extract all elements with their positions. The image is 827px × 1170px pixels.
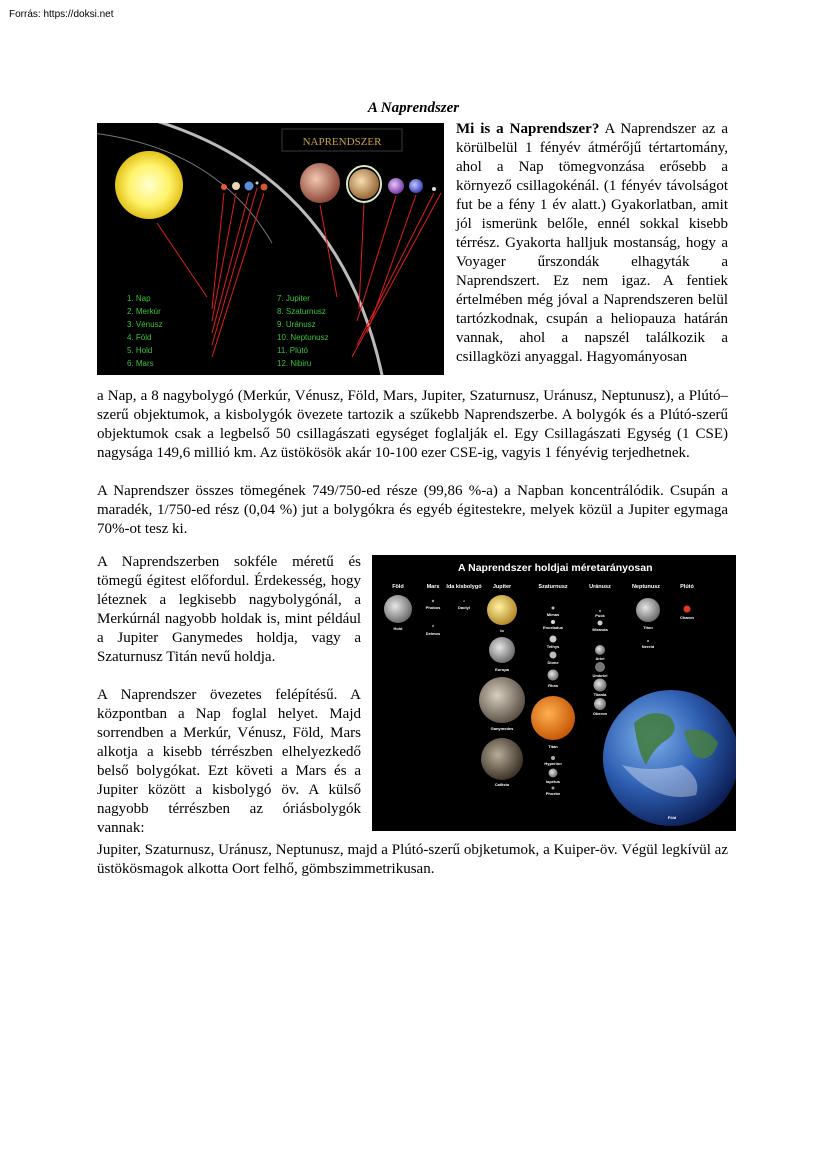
intro-paragraph — [456, 120, 728, 367]
planet-label: 1. Nap — [127, 294, 151, 303]
mass-paragraph: A Naprendszer összes tömegének 749/750-ed része (99,86 %-a) a Napban koncentrálódik. Csupán a maradék, 1/750-ed rész (0,04 %) jut a bolygókra és egyéb égitestekre, melyek közül a Jupiter egymaga 70%-ot tesz ki. — [97, 483, 728, 537]
column-label: Plútó — [680, 584, 694, 590]
intro-continuation: a Nap, a 8 nagybolygó (Merkúr, Vénusz, Föld, Mars, Jupiter, Szaturnusz, Uránusz, Neptunusz), a Plútó–szerű objektumok, a kisbolygók övezete tartozik a szűkebb Naprendszerbe. A bolygók és a Plútó-szerű objektumok csak a legbelső 50 csillagászati egységet foglalják el. Egy Csillagászati Egység (1 CSE) nagysága 149,6 millió km. Az üstökösök akár 10-100 ezer CSE-ig, vagyis 1 fényévig terjedhetnek. — [97, 388, 728, 461]
intro-text: A Naprendszer az a körülbelül 1 fényév átmérőjű tértartomány, ahol a Nap tömegvonzása erősebb a környező csillagokénál. (1 fényév távolságot fut be a fény 1 év alatt.) Gyakorlatban, amit jól ismerünk belőle, ennél sokkal kisebb térrész. Gyakorta halljuk mostanság, hogy a Voyager űrszondák elhagyták a Naprendszert. Ez nem igaz. A fentiek értelmében még jóval a Naprendszeren belül tartózkodnak, csupán a heliopauza határán vannak, ahol a napszél találkozik a csillagközi anyaggal. Hagyományosan — [456, 121, 728, 365]
column-label: Neptunusz — [631, 584, 661, 590]
moon-label: Callisto — [494, 782, 510, 787]
tethys-icon — [550, 636, 557, 643]
earth-icon — [245, 182, 254, 191]
column-label: Föld — [392, 584, 404, 590]
bodies-paragraph: A Naprendszerben sokféle méretű és tömegű égitest előfordul. Érdekesség, hogy léteznek a legkisebb nagybolygónál, a Merkúrnál nagyobb holdak is, mint például a Jupiter Ganymedes holdja, vagy a Szaturnusz Titán nevű holdja. — [97, 554, 361, 665]
venus-icon — [232, 182, 240, 190]
moon-label: Umbriel — [592, 673, 608, 678]
neptune-icon — [409, 179, 423, 193]
earth-icon — [603, 690, 736, 826]
rhea-icon — [548, 670, 559, 681]
deimos-icon — [432, 625, 434, 627]
phoebe-icon — [552, 787, 555, 790]
mars-icon — [261, 184, 268, 191]
mimas-icon — [552, 607, 555, 610]
planet-label: 8. Szaturnusz — [277, 307, 326, 316]
planet-label: 10. Neptunusz — [277, 333, 329, 342]
moons-diagram — [372, 555, 736, 831]
column-label: Szaturnusz — [538, 584, 568, 590]
nereid-icon — [647, 640, 649, 642]
moon-label: Ganymedes — [490, 726, 514, 731]
phobos-icon — [432, 600, 434, 602]
column-label: Jupiter — [492, 584, 512, 590]
planet-list-left — [127, 292, 163, 370]
miranda-icon — [598, 621, 603, 626]
moon-label: Phobos — [425, 605, 441, 610]
ganymedes-icon — [479, 677, 525, 723]
moon-label: Dione — [547, 660, 559, 665]
io-icon — [487, 595, 517, 625]
moon-label: Mimas — [546, 612, 560, 617]
column-label: Mars — [426, 584, 440, 590]
moon-label: Titania — [593, 692, 607, 697]
europa-icon — [489, 637, 515, 663]
moon-label: Enceladus — [542, 625, 564, 630]
planet-label: 7. Jupiter — [277, 294, 310, 303]
callisto-icon — [481, 738, 523, 780]
enceladus-icon — [551, 620, 555, 624]
intro-lead: Mi is a Naprendszer? — [456, 121, 600, 137]
moon-icon — [256, 182, 259, 185]
planet-label: 3. Vénusz — [127, 320, 163, 329]
oberon-icon — [594, 698, 606, 710]
column-label: Uránusz — [589, 584, 611, 590]
diagram-heading: NAPRENDSZER — [302, 136, 382, 148]
iapetus-icon — [549, 769, 558, 778]
moon-label: Charon — [680, 615, 694, 620]
pluto-icon — [432, 187, 436, 191]
moon-label: Rhea — [548, 683, 558, 688]
moon-label: Puck — [595, 613, 605, 618]
solar-system-figure — [97, 123, 444, 375]
charon-icon — [684, 606, 691, 613]
planet-label: 11. Plútó — [277, 346, 308, 355]
hold-icon — [384, 595, 412, 623]
planet-label: 6. Mars — [127, 359, 154, 368]
mercury-icon — [221, 184, 227, 190]
titan-icon — [531, 696, 575, 740]
planet-list-right — [277, 292, 329, 370]
moon-label: Titon — [643, 625, 653, 630]
puck-icon — [599, 610, 601, 612]
hyperion-icon — [551, 756, 555, 760]
planet-label: 9. Uránusz — [277, 320, 316, 329]
moon-label: Nereid — [641, 644, 655, 649]
moon-label: Miranda — [592, 627, 608, 632]
page-title: A Naprendszer — [367, 100, 460, 116]
moon-label: Europa — [495, 667, 509, 672]
moon-label: Dactyl — [457, 605, 471, 610]
structure-paragraph-end: Jupiter, Szaturnusz, Uránusz, Neptunusz, majd a Plútó-szerű objketumok, a Kuiper-öv. Végül legkívül az üstökösmagok alkotta Oort felhő, gömbszimmetrikusan. — [97, 842, 728, 877]
sun-icon — [115, 151, 183, 219]
saturn-icon — [349, 169, 379, 199]
moon-label: Oberon — [592, 711, 608, 716]
moon-label: Hyperion — [544, 761, 562, 766]
column-label: Ida kisbolygó — [446, 584, 482, 590]
moon-label: Ariel — [595, 656, 605, 661]
uranus-icon — [388, 178, 404, 194]
structure-paragraph: A Naprendszer övezetes felépítésű. A központban a Nap foglal helyet. Majd sorrendben a Merkúr, Vénusz, Föld, Mars alkotja a kisebb térrészben elhelyezkedő belső bolygókat. Ezt követi a Mars és a Jupiter között a kisbolygó öv. A külső nagyobb térrészben az óriásbolygók vannak: — [97, 687, 361, 836]
ariel-icon — [595, 645, 605, 655]
moon-label: Io — [500, 628, 504, 633]
moons-figure — [372, 555, 736, 831]
moon-label: Tethys — [546, 644, 560, 649]
triton-icon — [636, 598, 660, 622]
moon-label: Iapetus — [545, 779, 561, 784]
dione-icon — [550, 652, 557, 659]
moon-label: Hold — [393, 626, 403, 631]
titania-icon — [594, 679, 607, 692]
umbriel-icon — [595, 662, 605, 672]
moon-label: Deimos — [425, 631, 441, 636]
moon-label: Phoebe — [545, 791, 561, 796]
planet-label: 5. Hold — [127, 346, 153, 355]
moon-label: Föld — [667, 815, 677, 820]
moons-heading: A Naprendszer holdjai méretarányosan — [458, 562, 653, 574]
source-label: Forrás: https://doksi.net — [9, 9, 114, 20]
planet-label: 12. Nibiru — [277, 359, 312, 368]
dactyl-icon — [463, 600, 465, 602]
jupiter-icon — [300, 163, 340, 203]
planet-label: 4. Föld — [127, 333, 152, 342]
planet-label: 2. Merkúr — [127, 307, 161, 316]
moon-label: Titan — [548, 744, 558, 749]
